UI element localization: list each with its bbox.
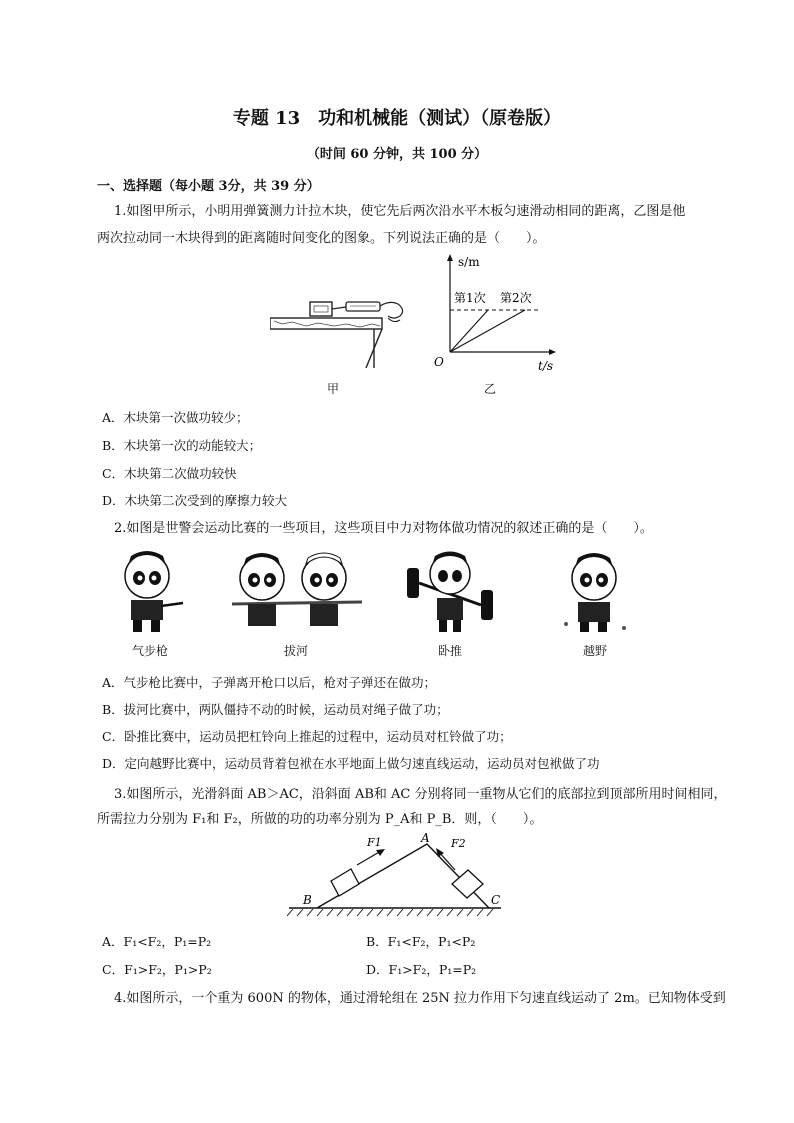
q2-caption-bench: 卧推 [437, 644, 462, 658]
q3-stem-line2: 所需拉力分别为 F₁和 F₂，所做的功的功率分别为 P_A和 P_B．则，（ ）。 [97, 812, 543, 827]
q3-label-c: C [491, 893, 501, 907]
q1-stem-line2: 两次拉动同一木块得到的距离随时间变化的图象。下列说法正确的是（ ）。 [97, 231, 546, 246]
q3-incline-figure [287, 832, 507, 918]
q3-option-d: D．F₁>F₂，P₁=P₂ [366, 962, 477, 977]
q3-label-b: B [303, 893, 312, 907]
q1-stem-line1: 1.如图甲所示，小明用弹簧测力计拉木块，使它先后两次沿水平木板匀速滑动相同的距离，乙图是他 [114, 204, 686, 219]
section-heading: 一、选择题（每小题 3分，共 39 分） [97, 179, 320, 194]
q2-option-b: B．拔河比赛中，两队僵持不动的时候，运动员对绳子做了功； [102, 702, 449, 717]
q2-option-a: A．气步枪比赛中，子弹离开枪口以后，枪对子弹还在做功； [102, 675, 437, 690]
q1-graph-y-label: s/m [458, 255, 480, 269]
q1-figure-table [270, 288, 412, 368]
q3-option-a: A．F₁<F₂，P₁=P₂ [102, 934, 212, 949]
q1-distance-time-graph [430, 252, 560, 378]
q3-label-f2: F2 [451, 837, 466, 850]
q3-label-a: A [421, 832, 430, 845]
q4-stem-line1: 4.如图所示，一个重为 600N 的物体，通过滑轮组在 25N 拉力作用下匀速直线运动了 2m。已知物体受到 [114, 991, 726, 1006]
q2-panda-orienteering-image [560, 552, 630, 634]
q1-graph-x-label: t/s [538, 359, 554, 373]
q3-option-c: C．F₁>F₂，P₁>P₂ [102, 962, 212, 977]
q2-panda-rifle-image [115, 548, 185, 634]
page-subtitle: （时间 60 分钟，共 100 分） [306, 147, 488, 162]
q1-graph-label-first: 第1次 [454, 291, 486, 305]
q2-option-d: D．定向越野比赛中，运动员背着包袱在水平地面上做匀速直线运动，运动员对包袱做了功 [102, 756, 600, 771]
q1-option-c: C．木块第二次做功较快 [102, 466, 237, 481]
q1-caption-yi: 乙 [483, 382, 496, 396]
q2-panda-bench-press-image [405, 548, 495, 634]
page-title: 专题 13 功和机械能（测试）（原卷版） [232, 108, 562, 129]
q1-option-a: A．木块第一次做功较少； [102, 410, 249, 425]
q1-graph-label-second: 第2次 [500, 291, 532, 305]
q1-option-d: D．木块第二次受到的摩擦力较大 [102, 493, 288, 508]
q3-stem-line1: 3.如图所示，光滑斜面 AB＞AC，沿斜面 AB和 AC 分别将同一重物从它们的底部拉到顶部所用时间相同， [114, 787, 727, 802]
q2-caption-rifle: 气步枪 [131, 644, 168, 658]
q1-caption-jia: 甲 [326, 382, 339, 396]
q3-label-f1: F1 [367, 836, 382, 849]
q3-option-b: B．F₁<F₂，P₁<P₂ [366, 934, 476, 949]
q1-option-b: B．木块第一次的动能较大； [102, 438, 262, 453]
q1-graph-origin: O [434, 355, 444, 369]
q2-stem: 2.如图是世警会运动比赛的一些项目，这些项目中力对物体做功情况的叙述正确的是（ ）。 [114, 521, 653, 536]
q2-caption-orienteering: 越野 [582, 644, 607, 658]
q2-caption-tug: 拔河 [283, 644, 308, 658]
q2-panda-tug-of-war-image [232, 548, 362, 634]
q2-option-c: C．卧推比赛中，运动员把杠铃向上推起的过程中，运动员对杠铃做了功； [102, 729, 512, 744]
